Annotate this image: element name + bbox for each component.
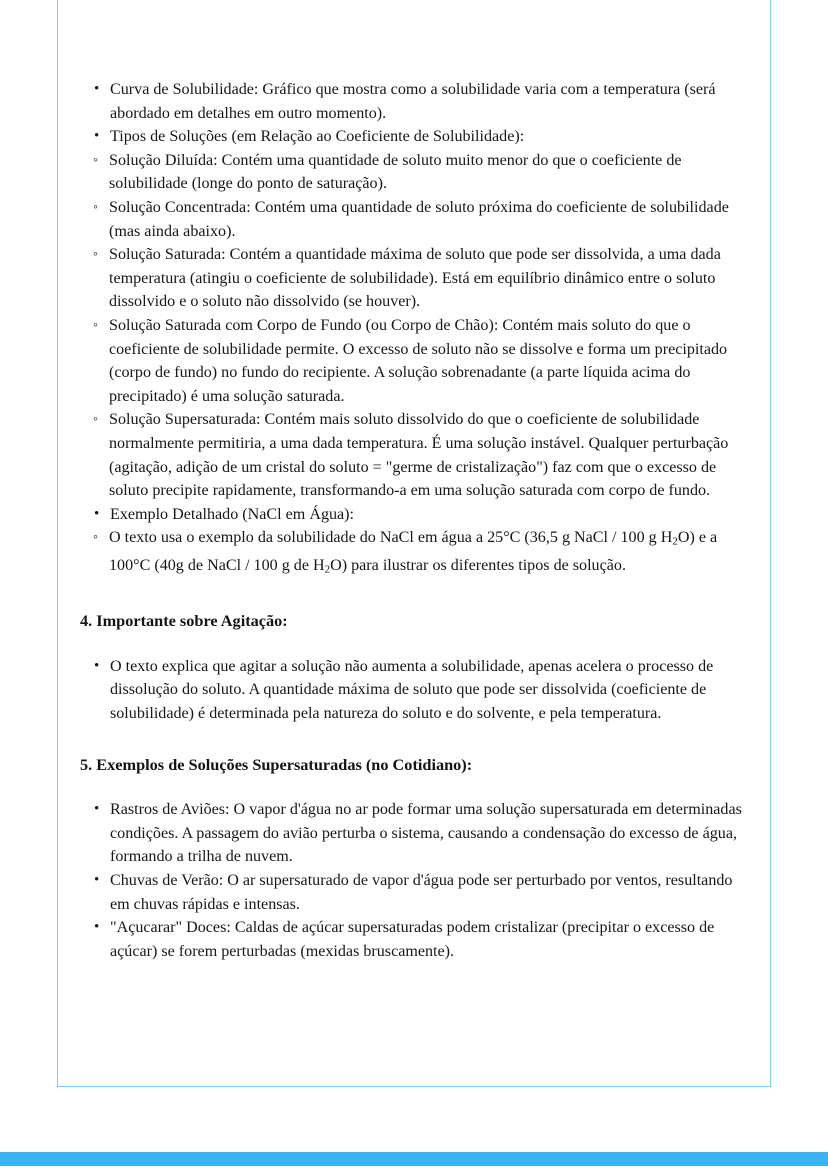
list-item-text: • Curva de Solubilidade: Gráfico que mostra como a solubilidade varia com a temperatura (será abordado em detalhes em outro momento). [110,78,752,125]
bullet-list-examples [80,798,752,963]
sublist-item [80,243,752,314]
list-item-text: • Chuvas de Verão: O ar supersaturado de vapor d'água pode ser perturbado por ventos, resultando em chuvas rápidas e intensas. [110,869,752,916]
sublist-item [80,314,752,408]
list-group-solution-types [80,78,752,582]
bullet-list-secondary [80,149,752,503]
list-item [80,869,752,916]
spacer [80,726,752,753]
list-item-text: • O texto explica que agitar a solução não aumenta a solubilidade, apenas acelera o processo de dissolução do soluto. A quantidade máxima de soluto que pode ser dissolvida (coeficiente de solubilidade) é determinada pela natureza do soluto e do solvente, e pela temperatura. [110,655,752,726]
list-item [80,798,752,869]
sublist-item [80,196,752,243]
sublist-item-text: ◦ Solução Supersaturada: Contém mais soluto dissolvido do que o coeficiente de solubilidade normalmente permitiria, a uma dada temperatura. É uma solução instável. Qualquer perturbação (agitação, adição de um cristal do soluto = "germe de cristalização") faz com que o excesso de soluto precipite rapidamente, transformando-a em uma solução saturada com corpo de fundo. [109,408,752,502]
list-item-text: • Exemplo Detalhado (NaCl em Água): [110,503,752,527]
list-item-text: • "Açucarar" Doces: Caldas de açúcar supersaturadas podem cristalizar (precipitar o excesso de açúcar) se forem perturbadas (mexidas bruscamente). [110,916,752,963]
list-item-text: • Tipos de Soluções (em Relação ao Coeficiente de Solubilidade): [110,125,752,149]
sublist-item-text: ◦ O texto usa o exemplo da solubilidade do NaCl em água a 25°C (36,5 g NaCl / 100 g $H_2O$) e a 100°C (40g de NaCl / 100 g de $H_2O$) para ilustrar os diferentes tipos de solução. [109,526,752,582]
spacer [80,633,752,655]
spacer [80,776,752,798]
bullet-list-secondary [80,526,752,582]
sublist-item-text: ◦ Solução Concentrada: Contém uma quantidade de soluto próxima do coeficiente de solubilidade (mas ainda abaixo). [109,196,752,243]
list-item-text: • Rastros de Aviões: O vapor d'água no ar pode formar uma solução supersaturada em determinadas condições. A passagem do avião perturba o sistema, causando a condensação do excesso de água, formando a trilha de nuvem. [110,798,752,869]
section-heading-5: 5. Exemplos de Soluções Supersaturadas (no Cotidiano): [80,754,473,774]
sublist-item [80,149,752,196]
bullet-list-primary [80,78,752,582]
sublist-container [80,526,752,582]
sublist-item-text: ◦ Solução Diluída: Contém uma quantidade de soluto muito menor do que o coeficiente de solubilidade (longe do ponto de saturação). [109,149,752,196]
list-group-agitation [80,655,752,726]
list-item [80,503,752,527]
section-heading-4: 4. Importante sobre Agitação: [80,611,288,631]
sublist-item-text: ◦ Solução Saturada: Contém a quantidade máxima de soluto que pode ser dissolvida, a uma dada temperatura (atingiu o coeficiente de solubilidade). Está em equilíbrio dinâmico entre o soluto dissolvido e o soluto não dissolvido (se houver). [109,243,752,314]
sublist-item-text: ◦ Solução Saturada com Corpo de Fundo (ou Corpo de Chão): Contém mais soluto do que o coeficiente de solubilidade permite. O excesso de soluto não se dissolve e forma um precipitado (corpo de fundo) no fundo do recipiente. A solução sobrenadante (a parte líquida acima do precipitado) é uma solução saturada. [109,314,752,408]
sublist-item [80,526,752,582]
list-item [80,125,752,149]
sublist-item [80,408,752,502]
list-item [80,78,752,125]
document-body [80,78,752,963]
list-item [80,655,752,726]
sublist-container [80,149,752,503]
bullet-list-agitation [80,655,752,726]
list-item [80,916,752,963]
spacer [80,582,752,609]
list-group-everyday-examples [80,798,752,963]
bottom-accent-bar [0,1152,828,1166]
